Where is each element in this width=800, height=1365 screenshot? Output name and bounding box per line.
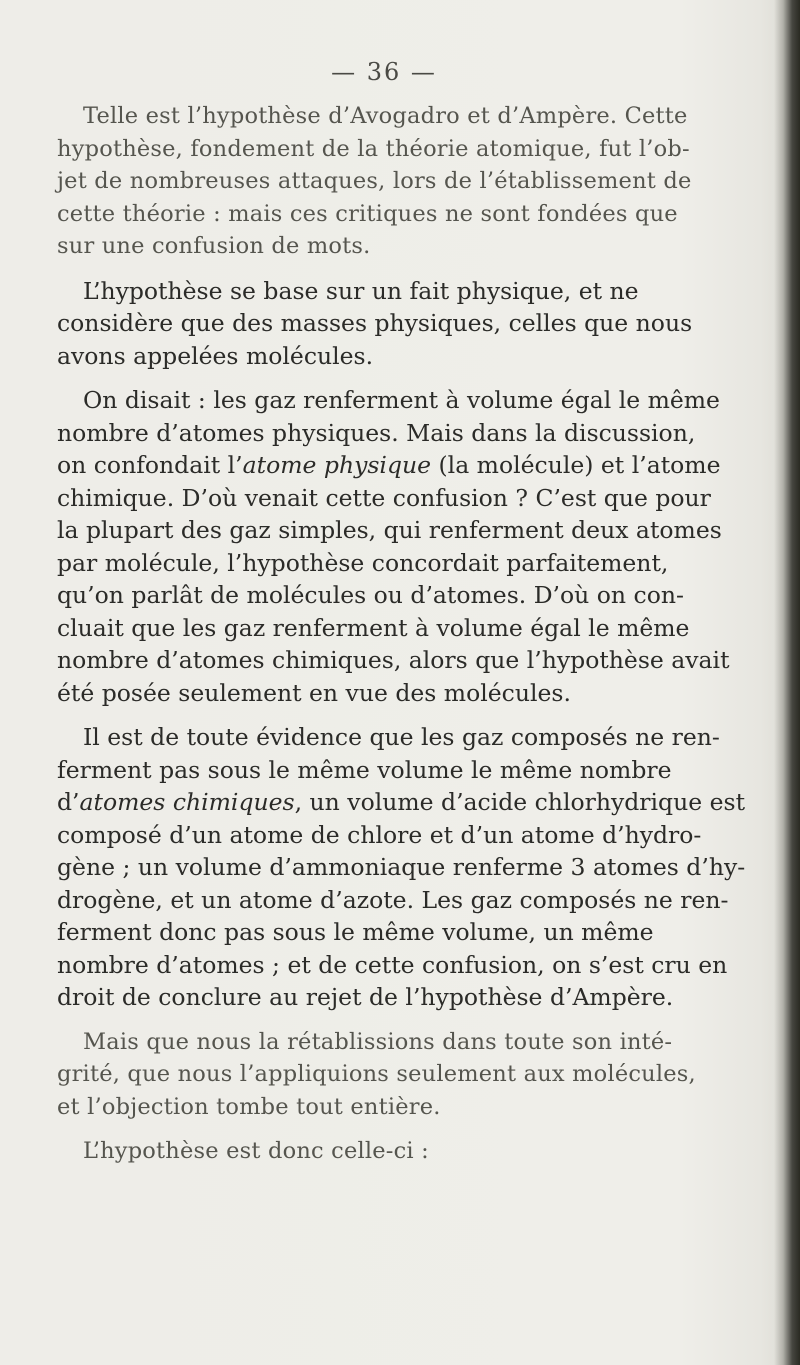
text-line: été posée seulement en vue des molécules. bbox=[57, 678, 571, 707]
text-line: gène ; un volume d’ammoniaque renferme 3 atomes d’hy- bbox=[57, 853, 746, 881]
text-line: nombre d’atomes physiques. Mais dans la discussion, bbox=[57, 418, 696, 447]
text-line: avons appelées molécules. bbox=[57, 341, 374, 370]
paragraph-2 bbox=[57, 275, 777, 373]
text-line: Il est de toute évidence que les gaz composés ne ren- bbox=[83, 723, 720, 751]
text-line: cluait que les gaz renferment à volume égal le même bbox=[57, 613, 690, 642]
text-line: nombre d’atomes ; et de cette confusion, on s’est cru en bbox=[57, 950, 728, 979]
text-line: qu’on parlât de molécules ou d’atomes. D’où on con- bbox=[57, 581, 684, 609]
paragraph-3 bbox=[57, 384, 777, 709]
text-line: par molécule, l’hypothèse concordait parfaitement, bbox=[57, 548, 669, 577]
text-line: ferment pas sous le même volume le même nombre bbox=[57, 755, 672, 784]
paragraph-5 bbox=[57, 1026, 777, 1124]
text-line: considère que des masses physiques, celles que nous bbox=[57, 309, 693, 337]
text-line: drogène, et un atome d’azote. Les gaz composés ne ren- bbox=[57, 885, 729, 914]
text-line: nombre d’atomes chimiques, alors que l’hypothèse avait bbox=[57, 646, 730, 674]
page-number: — 36 — bbox=[331, 58, 437, 86]
text-line: Mais que nous la rétablissions dans toute son inté- bbox=[83, 1028, 673, 1055]
paragraph-4 bbox=[57, 721, 777, 1014]
text-line: Telle est l’hypothèse d’Avogadro et d’Ampère. Cette bbox=[83, 103, 688, 129]
emphasis: atome physique bbox=[242, 451, 432, 479]
text-line: grité, que nous l’appliquions seulement aux molécules, bbox=[57, 1061, 696, 1087]
text-line: hypothèse, fondement de la théorie atomique, fut l’ob- bbox=[57, 135, 690, 162]
emphasis: atomes chimiques bbox=[79, 788, 295, 816]
paragraph-1 bbox=[57, 100, 777, 263]
text-line: droit de conclure au rejet de l’hypothèse d’Ampère. bbox=[57, 983, 674, 1011]
body-text bbox=[57, 100, 777, 1180]
text-line: ferment donc pas sous le même volume, un même bbox=[57, 918, 654, 946]
text-line: chimique. D’où venait cette confusion ? C’est que pour bbox=[57, 483, 711, 512]
text-line: L’hypothèse est donc celle-ci : bbox=[83, 1138, 429, 1164]
text-line: jet de nombreuses attaques, lors de l’établissement de bbox=[57, 168, 692, 194]
text-line: cette théorie : mais ces critiques ne sont fondées que bbox=[57, 200, 678, 227]
text-line: On disait : les gaz renferment à volume égal le même bbox=[83, 386, 720, 414]
text-line: la plupart des gaz simples, qui renferment deux atomes bbox=[57, 516, 722, 544]
text-line: on confondait l’atome physique (la molécule) et l’atome bbox=[57, 451, 721, 479]
text-line: sur une confusion de mots. bbox=[57, 233, 371, 259]
paragraph-6 bbox=[57, 1135, 777, 1168]
text-line: composé d’un atome de chlore et d’un atome d’hydro- bbox=[57, 820, 702, 849]
text-line: et l’objection tombe tout entière. bbox=[57, 1093, 441, 1120]
text-line: L’hypothèse se base sur un fait physique, et ne bbox=[83, 276, 639, 305]
page-edge-shadow bbox=[774, 0, 800, 1365]
text-line: d’atomes chimiques, un volume d’acide chlorhydrique est bbox=[57, 788, 746, 816]
